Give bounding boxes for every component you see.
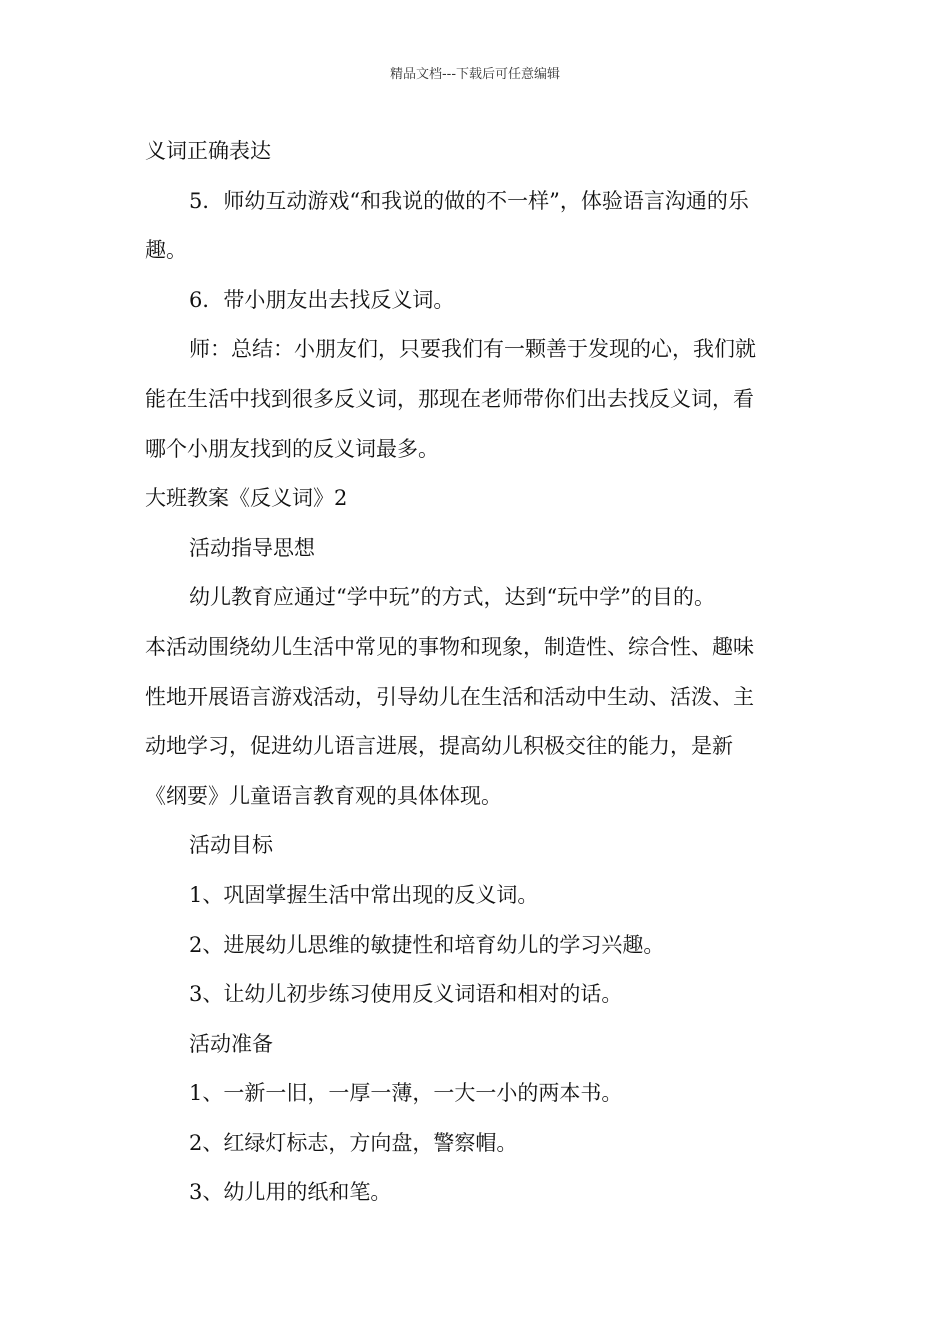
- text-line: 5．师幼互动游戏“和我说的做的不一样”，体验语言沟通的乐: [189, 188, 749, 213]
- list-item: 1、巩固掌握生活中常出现的反义词。: [189, 882, 539, 907]
- text-line: 《纲要》儿童语言教育观的具体体现。: [145, 783, 502, 808]
- subsection-heading: 活动准备: [189, 1031, 273, 1056]
- section-title: 大班教案《反义词》2: [145, 486, 348, 511]
- text-line: 6．带小朋友出去找反义词。: [189, 287, 455, 312]
- list-item: 2、红绿灯标志，方向盘，警察帽。: [189, 1130, 518, 1155]
- text-line: 性地开展语言游戏活动，引导幼儿在生活和活动中生动、活泼、主: [145, 684, 754, 709]
- document-body: [145, 127, 809, 1218]
- subsection-heading: 活动目标: [189, 833, 273, 858]
- text-line: 趣。: [145, 238, 187, 263]
- list-item: 1、一新一旧，一厚一薄，一大一小的两本书。: [189, 1081, 623, 1106]
- text-line: 哪个小朋友找到的反义词最多。: [145, 436, 439, 461]
- subsection-heading: 活动指导思想: [189, 535, 315, 560]
- text-line: 能在生活中找到很多反义词，那现在老师带你们出去找反义词，看: [145, 386, 754, 411]
- text-line: 本活动围绕幼儿生活中常见的事物和现象，制造性、综合性、趣味: [145, 634, 754, 659]
- text-line: 幼儿教育应通过“学中玩”的方式，达到“玩中学”的目的。: [189, 585, 715, 610]
- list-item: 3、幼儿用的纸和笔。: [189, 1180, 392, 1205]
- list-item: 2、进展幼儿思维的敏捷性和培育幼儿的学习兴趣。: [189, 932, 665, 957]
- list-item: 3、让幼儿初步练习使用反义词语和相对的话。: [189, 982, 623, 1007]
- text-line: 义词正确表达: [145, 139, 271, 163]
- page-header: 精品文档---下载后可任意编辑: [389, 67, 561, 82]
- text-line: 动地学习，促进幼儿语言进展，提高幼儿积极交往的能力，是新: [145, 734, 733, 759]
- text-line: 师：总结：小朋友们，只要我们有一颗善于发现的心，我们就: [189, 337, 756, 362]
